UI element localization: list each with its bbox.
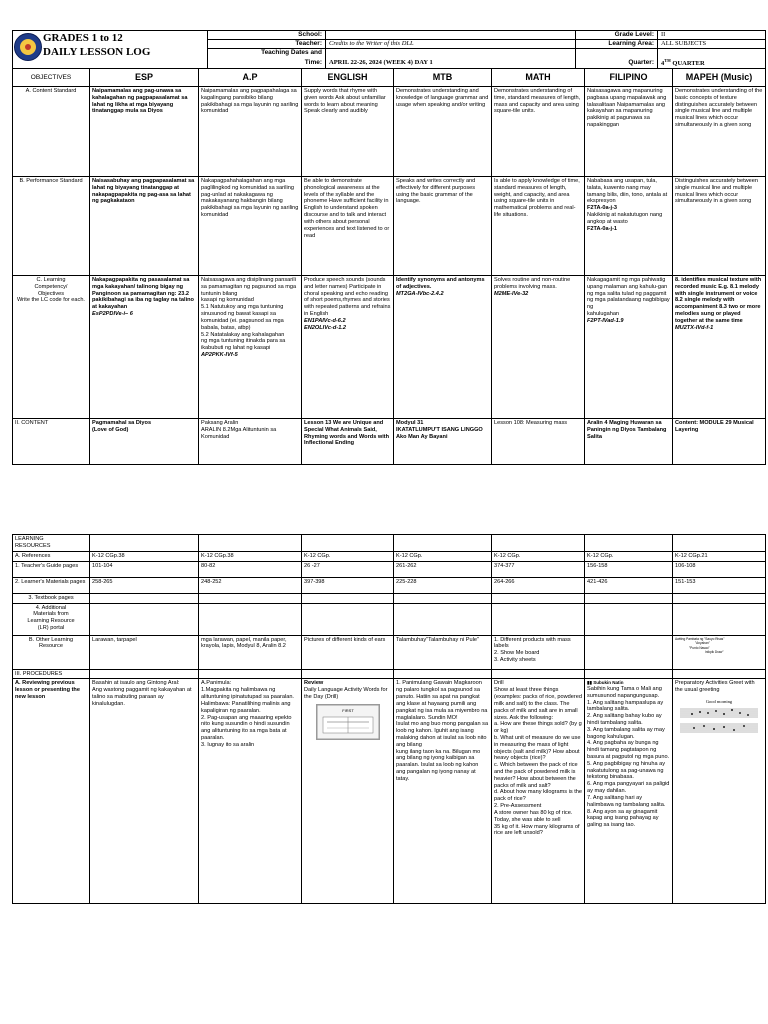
content-mapeh: Content: MODULE 29 Musical Layering [673,419,766,465]
lm-esp: 258-265 [90,577,199,593]
school-value [326,31,576,40]
other-ap: mga larawan, papel, manila paper, krayola, lapis, Modyul 8, Aralin 8.2 [199,635,302,669]
other-resources-label: B. Other Learning Resource [13,635,90,669]
performance-standard-esp: Naisasabuhay ang pagpapasalamat sa lahat ng biyayang tinatanggap at nakapagpapakita ng pag-asa sa lahat ng pagkakataon [90,177,199,276]
competency-ap: Naisasagawa ang disiplinang pansarili sa pamamagitan ng pagsunod sa mga tuntunin bilang kasapi ng komunidad 5.1 Natutukoy ang mga tuntuning sinusunod ng bawat kasapi sa komunidad (ei. pagsunod sa mga babala, batas, atbp) 5.2 Natatalakay ang kahalagahan ng mga tuntuning itinakda para sa ikabubuti ng lahat ng kasapi AP2PKK-IVf-5 [199,276,302,419]
quarter-value: 4TH QUARTER [658,58,766,69]
lm-filipino: 421-426 [585,577,673,593]
worksheet-image [316,704,380,740]
learners-materials-label: 2. Learner's Materials pages [13,577,90,593]
content-standard-english: Supply words that rhyme with given words Ask about unfamiliar words to learn about meaning Speak clearly and audibly [302,87,394,177]
resources-table [12,534,766,904]
tg-math: 374-377 [492,561,585,577]
content-standard-mapeh: Demonstrates understanding of the basic concepts of texture distinguishes accurately between single musical line and multiple musical lines which occur simultaneously in a given song [673,87,766,177]
form-title: GRADES 1 to 12 [43,32,123,44]
objectives-table [12,68,766,465]
ref-ap: K-12 CGp.38 [199,552,302,562]
lm-math: 264-266 [492,577,585,593]
subject-math: MATH [492,69,585,87]
subject-mapeh: MAPEH (Music) [673,69,766,87]
performance-standard-mtb: Speaks and writes correctly and effectively for different purposes using the basic grammar of the language. [394,177,492,276]
proc-mtb: 1. Panimulang Gawain Magkaroon ng palaro tungkol sa pagsunod sa panuto. Hatiin sa apat na pangkat ang klase at hayaang pumili ang pangkat ng isa mula sa miyembro na maglalalaro. Sundin MO! Isulat mo ang buo mong pangalan sa loob ng kahon. Iguhit ang isang malaking dahon at isulat sa loob nito ang bilang kung ilang taon ka na. Bilugan mo ang bilang ng iyong kaibigan sa paaralan. Isulat sa loob ng kahon ang pangalan ng iyong nanay at tatay. [394,679,492,904]
area-label: Learning Area: [576,40,658,49]
teacher-value: Credits to the Writer of this DLL [326,40,576,49]
objectives-header: OBJECTIVES [13,69,90,87]
subject-ap: A.P [199,69,302,87]
other-mapeh: Awiting Pambata ng "Sauyo Risas" "Anyahan" "Punto Nasao" Inikpik Draw" [673,635,766,669]
proc-english: Review Daily Language Activity Words for the Day (Drill) FIRST [302,679,394,904]
grade-label: Grade Level: [576,31,658,40]
dates-label-2: Time: [208,58,326,69]
performance-standard-mapeh: Distinguishes accurately between single musical line and multiple musical lines which occur simultaneously in a given song [673,177,766,276]
tg-mtb: 261-262 [394,561,492,577]
competency-esp: Nakapagpapakita ng pasasalamat sa mga kakayahan/ talinong bigay ng Panginoon sa pamamagitan ng: 23.2 pakikibahagi sa iba ng taglay na talino at kakayahan EsP2PDIVe-i– 6 [90,276,199,419]
learning-resources-label: LEARNING RESOURCES [13,535,90,552]
other-mtb: Talambuhay"Talambuhay ni Pule" [394,635,492,669]
textbook-pages-label: 3. Textbook pages [13,593,90,603]
other-english: Pictures of different kinds of ears [302,635,394,669]
dates-value: APRIL 22-26, 2024 (WEEK 4) DAY 1 [326,58,576,69]
content-standard-ap: Naipamamalas ang pagpapahalaga sa kagalingang pansibiko bilang pakikibahagi sa mga layunin ng sariling komunidad [199,87,302,177]
content-math: Lesson 108: Measuring mass [492,419,585,465]
content-standard-label: A. Content Standard [13,87,90,177]
tg-ap: 80-82 [199,561,302,577]
area-value: ALL SUBJECTS [658,40,766,49]
dates-label-1: Teaching Dates and [208,49,326,58]
competency-english: Produce speech sounds (sounds and letter names) Participate in choral speaking and echo reading of short poems,rhymes and stories with repeated patterns and refrains in English EN1PAIVc-d-6.2 EN2OLIVc-d-1.2 [302,276,394,419]
quarter-label: Quarter: [576,58,658,69]
subject-mtb: MTB [394,69,492,87]
lm-mapeh: 151-153 [673,577,766,593]
performance-standard-math: Is able to apply knowledge of time, standard measures of length, weight, and capacity, and area using square-tile units in mathematical problems and real-life situations. [492,177,585,276]
proc-math: Drill Show at least three things (examples: packs of rice, powdered milk and salt) to the class. The packs of milk and salt are in small sizes. Ask the following: a. How are these things sold? (by g or kg) b. What unit of measure do we use in measuring the mass of light objects (salt and milk)? How about heavy objects (rice)? c. Which between the pack of rice and the pack of powdered milk is heavier? How about between the packs of milk and salt? d. About how many kilograms is the pack of rice? 2. Pre-Assessment A store owner has 80 kg of rice. Today, she was able to sell 35 kg of it. How many kilograms of rice are left unsold? [492,679,585,904]
procedures-label: III. PROCEDURES [13,669,90,679]
content-english: Lesson 13 We are Unique and Special What Animals Said, Rhyming words and Words with Inflectional Ending [302,419,394,465]
school-label: School: [208,31,326,40]
reviewing-label: A. Reviewing previous lesson or presenting the new lesson [13,679,90,904]
music-score-caption: Good morning [705,699,733,705]
content-filipino: Aralin 4 Maging Huwaran sa Paningin ng Diyos Tambalang Salita [585,419,673,465]
other-esp: Larawan, tarpapel [90,635,199,669]
ref-english: K-12 CGp. [302,552,394,562]
lm-english: 397-398 [302,577,394,593]
additional-materials-label: 4. Additional Materials from Learning Resource (LR) portal [13,603,90,635]
lm-mtb: 225-228 [394,577,492,593]
proc-ap: A.Panimula: 1.Magpakita ng halimbawa ng alituntuning ipinatutupad sa paaralan. Halimbawa: Panatilihing malinis ang kapaligiran ng paaralan. 2. Pag-usapan ang maaaring epekto nito kung susundin o hindi susundin ang alituntuning ito sa mga bata at paaralan. 3. Iugnay ito sa aralin [199,679,302,904]
worksheet-caption: FIRST [341,707,354,713]
lm-ap: 248-252 [199,577,302,593]
teachers-guide-label: 1. Teacher's Guide pages [13,561,90,577]
content-mtb: Modyul 31 IKATATLUMPU'T ISANG LINGGO Ako Man Ay Bayani [394,419,492,465]
ref-mtb: K-12 CGp. [394,552,492,562]
music-score-image [678,697,760,737]
teacher-label: Teacher: [208,40,326,49]
ref-math: K-12 CGp. [492,552,585,562]
competency-math: Solves routine and non-routine problems involving mass. M2ME-IVe-32 [492,276,585,419]
content-label: II. CONTENT [13,419,90,465]
content-standard-filipino: Naisasagawa ang mapanuring pagbasa upang mapalawak ang talasalitaan Naipamamalas ang kakayahan sa mapanuring pakikinig at pagunawa sa napakinggan [585,87,673,177]
tg-esp: 101-104 [90,561,199,577]
ref-filipino: K-12 CGp. [585,552,673,562]
tg-filipino: 156-158 [585,561,673,577]
ref-mapeh: K-12 CGp.21 [673,552,766,562]
content-standard-math: Demonstrates understanding of time, standard measures of length, mass and capacity and area using square-tile units. [492,87,585,177]
performance-standard-label: B. Performance Standard [13,177,90,276]
competency-mapeh: 8. identifies musical texture with recorded music E.g. 8.1 melody with single instrument or voice 8.2 single melody with accompaniment 8.3 two or more melodies sung or played together at the same time MU2TX-IVd-f-1 [673,276,766,419]
proc-filipino: ▮▮ Subukin Natin Sabihin kung Tama o Mali ang sumusunod napangungusap. 1. Ang salitang hampaslupa ay tambalang salita. 2. Ang salitang bahay kubo ay hindi tambalang salita. 3. Ang tambalang salita ay may bagong kahulugan. 4. Ang pagbaha ay bunga ng hindi tamang pagtatapon ng basura at pagputol ng mga puno. 5. Ang pagbibigay ng hinuha ay nakatutulong sa pag-unawa ng tekstong binabasa. 6. Ang mga pangyayari sa paligid ay may dahilan. 7. Ang salitang hari ay halimbawa ng tambalang salita. 8. Ang ayon sa ay ginagamit kapag ang isang pahayag ay galing sa isang tao. [585,679,673,904]
performance-standard-filipino: Nababasa ang usapan, tula, talata, kuwento nang may tamang bilis, diin, tono, antala at ekspresyon F2TA-0a-j-3 Nakikinig at nakatutugon nang angkop at wasto F2TA-0a-j-1 [585,177,673,276]
tg-mapeh: 106-108 [673,561,766,577]
grade-value: II [658,31,766,40]
tg-english: 26 -27 [302,561,394,577]
other-math: 1. Different products with mass labels 2. Show Me board 3. Activity sheets [492,635,585,669]
performance-standard-english: Be able to demonstrate phonological awareness at the levels of the syllable and the phoneme Have sufficient facility in English to understand spoken discourse and to talk and interact with others about personal experiences and text listened to or read [302,177,394,276]
references-label: A. References [13,552,90,562]
competency-filipino: Nakagagamit ng mga pahiwatig upang malaman ang kahulu-gan ng mga salita tulad ng paggamit ng mga palatandaang nagbibigay ng kahulugahan F2PT-IVad-1.9 [585,276,673,419]
proc-mapeh: Preparatory Activities Greet with the usual greeting Good morning [673,679,766,904]
proc-esp: Basahin at isaulo ang Gintong Aral: Ang wastong paggamit ng kakayahan at talino sa mabuting paraan ay kinalulugdan. [90,679,199,904]
content-ap: Paksang Aralin ARALIN 8.2Mga Alituntunin sa Komunidad [199,419,302,465]
competency-mtb: Identify synonyms and antonyms of adjectives. MT2GA-IVbc-2.4.2 [394,276,492,419]
subject-filipino: FILIPINO [585,69,673,87]
content-standard-mtb: Demonstrates understanding and knowledge of language grammar and usage when speaking and/or writing [394,87,492,177]
ref-esp: K-12 CGp.38 [90,552,199,562]
performance-standard-ap: Nakapagpahahalagahan ang mga paglilingkod ng komunidad sa sariling pag-unlad at nakakagawa ng makakayanang hakbangin bilang pakikibahagi sa mga layunin ng sariling komunidad [199,177,302,276]
form-subtitle: DAILY LESSON LOG [43,46,151,58]
content-esp: Pagmamahal sa Diyos (Love of God) [90,419,199,465]
subject-english: ENGLISH [302,69,394,87]
competency-label: C. Learning Competency/ Objectives Write the LC code for each. [13,276,90,419]
subukin-natin-banner: ▮▮ Subukin Natin [587,680,624,686]
content-standard-esp: Naipamamalas ang pag-unawa sa kahalagahan ng pagpapasalamat sa lahat ng likha at mga biyayang tinatanggap mula sa Diyos [90,87,199,177]
subject-esp: ESP [90,69,199,87]
header-table [12,30,766,69]
